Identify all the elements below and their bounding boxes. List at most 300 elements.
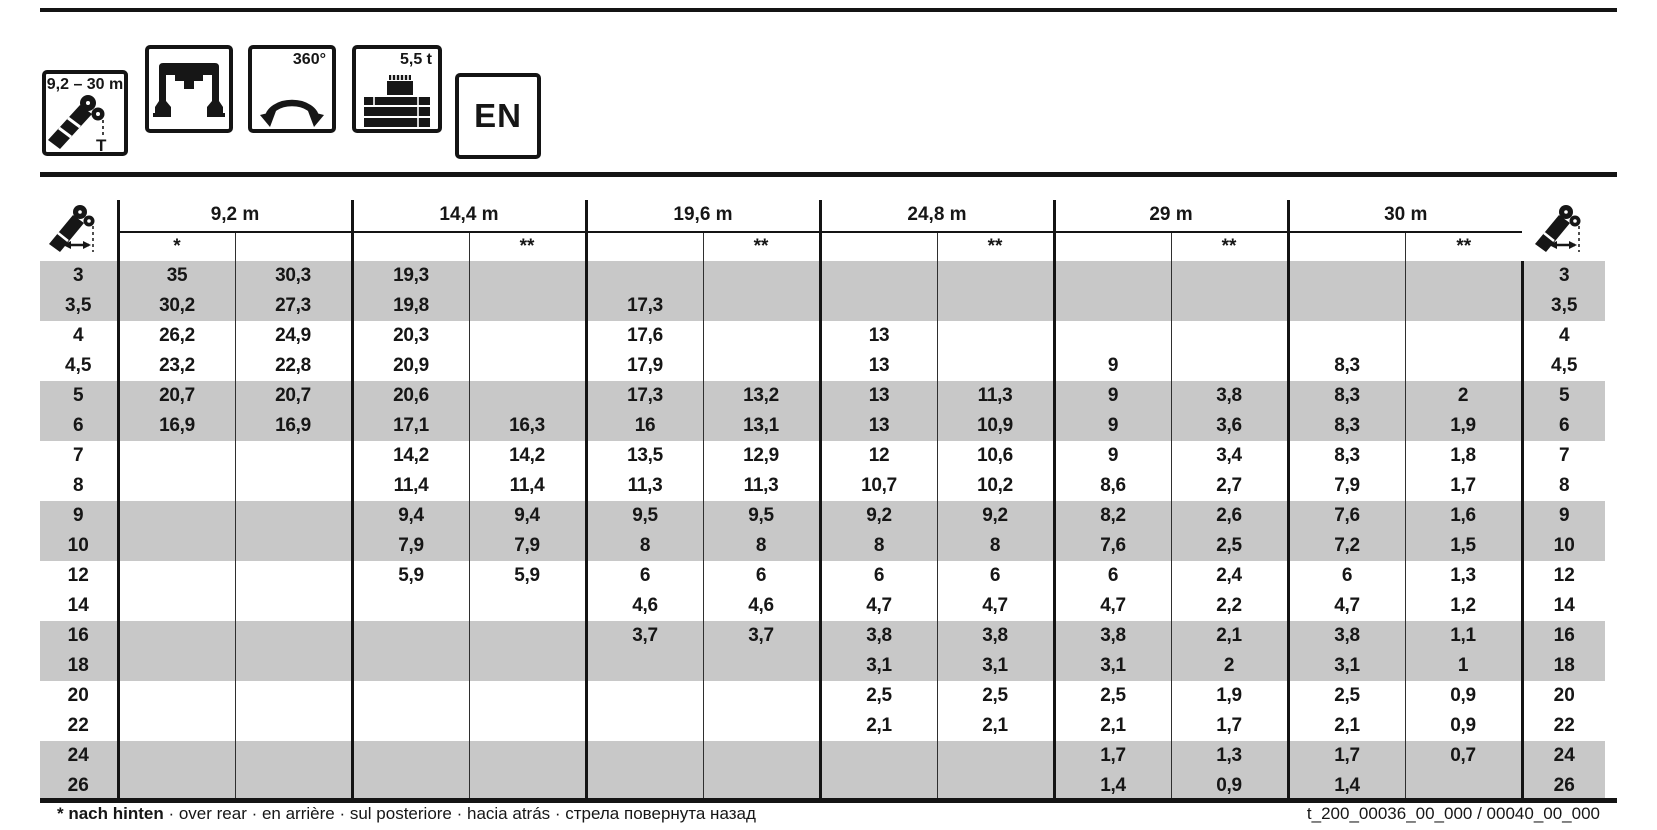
radius-cell: 4,5 bbox=[1522, 351, 1605, 381]
table-row bbox=[40, 741, 1605, 771]
radius-cell: 7 bbox=[72, 445, 84, 466]
load-value-cell: 7,2 bbox=[1288, 531, 1405, 561]
boom-range-pictogram bbox=[42, 70, 128, 156]
load-value-cell: 17,6 bbox=[586, 321, 703, 351]
load-value-cell: 2,6 bbox=[1171, 501, 1288, 531]
load-value-cell bbox=[703, 771, 820, 801]
load-value-cell: 4,7 bbox=[1288, 591, 1405, 621]
table-row bbox=[40, 261, 1605, 291]
load-value-cell: 9 bbox=[1054, 381, 1171, 411]
load-value-cell bbox=[235, 771, 352, 801]
load-value-cell bbox=[235, 591, 352, 621]
load-value-cell: 2,5 bbox=[937, 681, 1054, 711]
load-value-cell bbox=[586, 261, 703, 291]
load-value-cell bbox=[469, 351, 586, 381]
load-value-cell: 2,1 bbox=[820, 711, 937, 741]
bottom-rule bbox=[40, 798, 1617, 803]
load-value-cell: 2,1 bbox=[1288, 711, 1405, 741]
load-value-cell bbox=[352, 681, 469, 711]
table-row bbox=[40, 681, 1605, 711]
load-value-cell: 4,7 bbox=[937, 591, 1054, 621]
column-mark: ** bbox=[1405, 232, 1522, 261]
load-chart-table bbox=[40, 200, 1605, 801]
table-row bbox=[40, 321, 1605, 351]
table-row bbox=[40, 711, 1605, 741]
load-value-cell bbox=[352, 711, 469, 741]
column-mark: ** bbox=[469, 232, 586, 261]
load-value-cell bbox=[586, 771, 703, 801]
load-value-cell: 10,6 bbox=[937, 441, 1054, 471]
load-value-cell: 4,6 bbox=[586, 591, 703, 621]
load-value-cell bbox=[937, 261, 1054, 291]
boom-length-header: 19,6 m bbox=[586, 200, 820, 232]
load-value-cell: 13,1 bbox=[703, 411, 820, 441]
load-value-cell bbox=[235, 681, 352, 711]
load-value-cell: 1,7 bbox=[1405, 471, 1522, 501]
load-value-cell bbox=[118, 561, 235, 591]
load-value-cell: 3,7 bbox=[703, 621, 820, 651]
load-value-cell: 17,3 bbox=[586, 291, 703, 321]
load-value-cell: 3,4 bbox=[1171, 441, 1288, 471]
load-value-cell bbox=[820, 771, 937, 801]
load-value-cell bbox=[1171, 261, 1288, 291]
load-value-cell: 8 bbox=[586, 531, 703, 561]
load-value-cell bbox=[118, 741, 235, 771]
footnote bbox=[57, 804, 756, 824]
load-value-cell bbox=[235, 501, 352, 531]
load-value-cell: 6 bbox=[820, 561, 937, 591]
load-value-cell: 8 bbox=[937, 531, 1054, 561]
load-value-cell: 1,3 bbox=[1405, 561, 1522, 591]
load-value-cell: 16,9 bbox=[235, 411, 352, 441]
load-value-cell: 1,3 bbox=[1171, 741, 1288, 771]
load-value-cell bbox=[469, 651, 586, 681]
column-mark: ** bbox=[703, 232, 820, 261]
load-value-cell: 11,3 bbox=[703, 471, 820, 501]
counterweight-pictogram bbox=[352, 45, 442, 133]
load-value-cell: 1,9 bbox=[1171, 681, 1288, 711]
load-value-cell: 6 bbox=[1054, 561, 1171, 591]
load-value-cell: 26,2 bbox=[118, 321, 235, 351]
column-mark: ** bbox=[937, 232, 1054, 261]
load-value-cell bbox=[352, 621, 469, 651]
load-value-cell bbox=[235, 561, 352, 591]
load-value-cell: 0,9 bbox=[1405, 711, 1522, 741]
load-value-cell bbox=[118, 771, 235, 801]
load-value-cell bbox=[820, 741, 937, 771]
load-value-cell: 3,8 bbox=[820, 621, 937, 651]
load-value-cell bbox=[586, 711, 703, 741]
header-rule bbox=[40, 172, 1617, 177]
load-value-cell bbox=[937, 741, 1054, 771]
load-value-cell: 11,3 bbox=[586, 471, 703, 501]
radius-cell: 26 bbox=[1522, 771, 1605, 801]
load-value-cell bbox=[586, 651, 703, 681]
load-value-cell: 2,4 bbox=[1171, 561, 1288, 591]
load-value-cell: 12,9 bbox=[703, 441, 820, 471]
footnote-translations: · over rear · en arrière · sul posteriore · hacia atrás · стрела повернута назад bbox=[163, 804, 756, 823]
load-value-cell: 11,4 bbox=[469, 471, 586, 501]
load-value-cell: 8,2 bbox=[1054, 501, 1171, 531]
radius-cell: 8 bbox=[72, 475, 84, 496]
column-mark bbox=[820, 232, 937, 261]
load-value-cell: 4,6 bbox=[703, 591, 820, 621]
load-value-cell: 3,1 bbox=[1288, 651, 1405, 681]
load-value-cell: 20,3 bbox=[352, 321, 469, 351]
load-value-cell: 8,3 bbox=[1288, 411, 1405, 441]
boom-length-header: 24,8 m bbox=[820, 200, 1054, 232]
load-value-cell: 13,5 bbox=[586, 441, 703, 471]
load-value-cell: 8 bbox=[820, 531, 937, 561]
counterweight-label: 5,5 t bbox=[399, 51, 432, 68]
radius-cell: 10 bbox=[1522, 531, 1605, 561]
load-value-cell bbox=[703, 741, 820, 771]
radius-cell: 3,5 bbox=[40, 291, 118, 321]
load-value-cell: 13 bbox=[820, 321, 937, 351]
load-value-cell: 11,4 bbox=[352, 471, 469, 501]
rotation-pictogram bbox=[248, 45, 336, 133]
radius-cell: 12 bbox=[67, 565, 89, 586]
load-value-cell: 3,8 bbox=[937, 621, 1054, 651]
load-value-cell: 3,1 bbox=[820, 651, 937, 681]
hook-symbol: T bbox=[96, 136, 107, 152]
load-value-cell: 8,3 bbox=[1288, 441, 1405, 471]
load-value-cell: 2,5 bbox=[820, 681, 937, 711]
load-value-cell bbox=[118, 441, 235, 471]
outrigger-icon bbox=[149, 51, 229, 129]
load-value-cell bbox=[1405, 351, 1522, 381]
radius-cell: 14 bbox=[67, 595, 89, 616]
load-value-cell: 9,2 bbox=[820, 501, 937, 531]
load-value-cell bbox=[820, 261, 937, 291]
radius-cell: 4 bbox=[72, 325, 84, 346]
load-value-cell: 1,4 bbox=[1054, 771, 1171, 801]
load-value-cell bbox=[469, 381, 586, 411]
load-value-cell: 6 bbox=[1288, 561, 1405, 591]
load-value-cell bbox=[118, 591, 235, 621]
load-value-cell: 35 bbox=[118, 261, 235, 291]
table-row bbox=[40, 351, 1605, 381]
load-value-cell bbox=[469, 771, 586, 801]
load-value-cell: 3,8 bbox=[1171, 381, 1288, 411]
table-row bbox=[40, 651, 1605, 681]
load-value-cell: 6 bbox=[703, 561, 820, 591]
load-value-cell: 2 bbox=[1171, 651, 1288, 681]
load-value-cell: 9,4 bbox=[352, 501, 469, 531]
radius-cell: 3,5 bbox=[1522, 291, 1605, 321]
load-value-cell: 11,3 bbox=[937, 381, 1054, 411]
load-value-cell: 2 bbox=[1405, 381, 1522, 411]
load-value-cell: 24,9 bbox=[235, 321, 352, 351]
boom-length-header: 29 m bbox=[1054, 200, 1288, 232]
radius-cell: 5 bbox=[40, 381, 118, 411]
load-value-cell bbox=[469, 711, 586, 741]
load-value-cell bbox=[235, 651, 352, 681]
radius-cell: 18 bbox=[40, 651, 118, 681]
radius-boom-icon bbox=[45, 200, 111, 256]
column-mark bbox=[1054, 232, 1171, 261]
load-value-cell: 3,1 bbox=[937, 651, 1054, 681]
load-value-cell: 5,9 bbox=[469, 561, 586, 591]
load-value-cell bbox=[118, 711, 235, 741]
radius-cell: 20 bbox=[1522, 681, 1605, 711]
load-value-cell: 1,5 bbox=[1405, 531, 1522, 561]
load-value-cell bbox=[703, 351, 820, 381]
load-value-cell bbox=[937, 351, 1054, 381]
load-value-cell bbox=[937, 321, 1054, 351]
load-value-cell bbox=[469, 591, 586, 621]
load-value-cell: 8,3 bbox=[1288, 351, 1405, 381]
radius-boom-icon bbox=[1531, 200, 1597, 256]
radius-cell: 3 bbox=[1522, 261, 1605, 291]
load-value-cell: 2,5 bbox=[1288, 681, 1405, 711]
radius-cell: 24 bbox=[40, 741, 118, 771]
load-value-cell bbox=[1171, 321, 1288, 351]
load-value-cell bbox=[703, 291, 820, 321]
top-rule bbox=[40, 8, 1617, 12]
load-value-cell bbox=[703, 651, 820, 681]
column-mark bbox=[235, 232, 352, 261]
load-value-cell: 7,6 bbox=[1054, 531, 1171, 561]
load-value-cell: 5,9 bbox=[352, 561, 469, 591]
load-value-cell: 1,9 bbox=[1405, 411, 1522, 441]
radius-cell: 3 bbox=[40, 261, 118, 291]
load-value-cell: 10,7 bbox=[820, 471, 937, 501]
load-value-cell bbox=[118, 621, 235, 651]
radius-cell: 20 bbox=[67, 685, 89, 706]
load-value-cell bbox=[1054, 291, 1171, 321]
load-value-cell bbox=[352, 651, 469, 681]
load-value-cell bbox=[1171, 291, 1288, 321]
radius-icon-cell-left bbox=[40, 200, 118, 261]
load-value-cell bbox=[469, 621, 586, 651]
load-value-cell: 3,8 bbox=[1054, 621, 1171, 651]
load-value-cell bbox=[235, 621, 352, 651]
radius-cell: 4,5 bbox=[65, 355, 92, 376]
load-value-cell: 13 bbox=[820, 411, 937, 441]
load-value-cell bbox=[1054, 261, 1171, 291]
load-value-cell: 1 bbox=[1405, 651, 1522, 681]
radius-cell: 10 bbox=[40, 531, 118, 561]
document-id: t_200_00036_00_000 / 00040_00_000 bbox=[1306, 804, 1600, 823]
load-value-cell: 23,2 bbox=[118, 351, 235, 381]
load-value-cell: 16,9 bbox=[118, 411, 235, 441]
boom-range-label: 9,2 – 30 m bbox=[46, 76, 124, 93]
radius-cell: 9 bbox=[1522, 501, 1605, 531]
load-value-cell: 1,8 bbox=[1405, 441, 1522, 471]
load-value-cell: 1,6 bbox=[1405, 501, 1522, 531]
load-value-cell bbox=[1288, 261, 1405, 291]
load-value-cell: 2,5 bbox=[1054, 681, 1171, 711]
load-value-cell: 19,3 bbox=[352, 261, 469, 291]
load-value-cell bbox=[703, 261, 820, 291]
load-value-cell: 10,9 bbox=[937, 411, 1054, 441]
load-value-cell bbox=[469, 741, 586, 771]
load-value-cell: 2,1 bbox=[937, 711, 1054, 741]
rotation-360-icon bbox=[252, 71, 332, 129]
load-value-cell bbox=[118, 531, 235, 561]
radius-cell: 22 bbox=[1522, 711, 1605, 741]
radius-cell: 5 bbox=[1522, 381, 1605, 411]
radius-cell: 18 bbox=[1522, 651, 1605, 681]
load-value-cell bbox=[1288, 321, 1405, 351]
load-value-cell: 30,2 bbox=[118, 291, 235, 321]
radius-cell: 6 bbox=[40, 411, 118, 441]
column-mark: * bbox=[118, 232, 235, 261]
table-row bbox=[40, 471, 1605, 501]
column-mark bbox=[586, 232, 703, 261]
load-value-cell: 8 bbox=[703, 531, 820, 561]
load-value-cell bbox=[1405, 321, 1522, 351]
table-row bbox=[40, 291, 1605, 321]
boom-length-header: 30 m bbox=[1288, 200, 1522, 232]
radius-cell: 4 bbox=[1522, 321, 1605, 351]
load-value-cell bbox=[352, 771, 469, 801]
radius-cell: 6 bbox=[1522, 411, 1605, 441]
load-value-cell bbox=[235, 711, 352, 741]
radius-cell: 26 bbox=[40, 771, 118, 801]
table-row bbox=[40, 381, 1605, 411]
load-value-cell bbox=[352, 741, 469, 771]
load-value-cell bbox=[469, 261, 586, 291]
load-value-cell: 8,6 bbox=[1054, 471, 1171, 501]
load-value-cell: 14,2 bbox=[352, 441, 469, 471]
radius-cell: 12 bbox=[1522, 561, 1605, 591]
load-value-cell bbox=[1054, 321, 1171, 351]
rotation-label: 360° bbox=[292, 51, 326, 68]
load-value-cell bbox=[820, 291, 937, 321]
load-value-cell: 17,3 bbox=[586, 381, 703, 411]
load-value-cell: 13 bbox=[820, 381, 937, 411]
load-value-cell: 0,9 bbox=[1405, 681, 1522, 711]
load-value-cell: 9,2 bbox=[937, 501, 1054, 531]
column-mark: ** bbox=[1171, 232, 1288, 261]
load-value-cell bbox=[352, 591, 469, 621]
load-value-cell bbox=[1288, 291, 1405, 321]
load-value-cell bbox=[235, 531, 352, 561]
load-value-cell: 16 bbox=[586, 411, 703, 441]
load-value-cell: 13,2 bbox=[703, 381, 820, 411]
load-value-cell: 7,9 bbox=[1288, 471, 1405, 501]
load-value-cell bbox=[586, 741, 703, 771]
load-value-cell: 9,5 bbox=[703, 501, 820, 531]
load-value-cell: 8,3 bbox=[1288, 381, 1405, 411]
load-value-cell: 2,2 bbox=[1171, 591, 1288, 621]
load-value-cell: 1,2 bbox=[1405, 591, 1522, 621]
load-value-cell bbox=[235, 471, 352, 501]
load-table-body bbox=[40, 261, 1605, 801]
radius-cell: 24 bbox=[1522, 741, 1605, 771]
load-value-cell: 2,1 bbox=[1171, 621, 1288, 651]
load-value-cell bbox=[118, 651, 235, 681]
load-value-cell: 20,7 bbox=[235, 381, 352, 411]
load-value-cell: 27,3 bbox=[235, 291, 352, 321]
table-row bbox=[40, 501, 1605, 531]
load-value-cell bbox=[118, 501, 235, 531]
load-value-cell: 7,6 bbox=[1288, 501, 1405, 531]
load-value-cell bbox=[1171, 351, 1288, 381]
load-value-cell: 17,9 bbox=[586, 351, 703, 381]
load-value-cell: 9,5 bbox=[586, 501, 703, 531]
load-value-cell: 10,2 bbox=[937, 471, 1054, 501]
load-value-cell bbox=[469, 321, 586, 351]
load-value-cell: 20,9 bbox=[352, 351, 469, 381]
load-value-cell bbox=[703, 711, 820, 741]
table-row bbox=[40, 411, 1605, 441]
radius-cell: 9 bbox=[40, 501, 118, 531]
load-value-cell: 20,7 bbox=[118, 381, 235, 411]
load-value-cell: 3,6 bbox=[1171, 411, 1288, 441]
load-value-cell: 20,6 bbox=[352, 381, 469, 411]
load-value-cell: 1,4 bbox=[1288, 771, 1405, 801]
load-value-cell bbox=[703, 681, 820, 711]
load-value-cell: 4,7 bbox=[820, 591, 937, 621]
load-value-cell: 9,4 bbox=[469, 501, 586, 531]
load-value-cell bbox=[235, 441, 352, 471]
load-value-cell bbox=[469, 681, 586, 711]
radius-cell: 16 bbox=[1522, 621, 1605, 651]
table-row bbox=[40, 591, 1605, 621]
load-value-cell: 7,9 bbox=[469, 531, 586, 561]
load-value-cell: 3,1 bbox=[1054, 651, 1171, 681]
boom-length-header: 9,2 m bbox=[118, 200, 352, 232]
language-label: EN bbox=[474, 97, 522, 134]
load-value-cell: 4,7 bbox=[1054, 591, 1171, 621]
load-value-cell bbox=[118, 471, 235, 501]
footnote-bold: * nach hinten bbox=[57, 804, 164, 823]
radius-icon-cell-right bbox=[1522, 200, 1605, 261]
load-value-cell: 14,2 bbox=[469, 441, 586, 471]
load-value-cell bbox=[1405, 771, 1522, 801]
radius-cell: 16 bbox=[40, 621, 118, 651]
load-value-cell bbox=[235, 741, 352, 771]
load-value-cell: 17,1 bbox=[352, 411, 469, 441]
load-value-cell bbox=[703, 321, 820, 351]
radius-cell: 14 bbox=[1522, 591, 1605, 621]
load-value-cell: 6 bbox=[586, 561, 703, 591]
load-value-cell: 1,7 bbox=[1288, 741, 1405, 771]
load-value-cell: 22,8 bbox=[235, 351, 352, 381]
load-value-cell: 9 bbox=[1054, 441, 1171, 471]
language-pictogram bbox=[455, 73, 541, 159]
load-value-cell: 3,7 bbox=[586, 621, 703, 651]
table-row bbox=[40, 771, 1605, 801]
load-value-cell bbox=[118, 681, 235, 711]
load-value-cell: 9 bbox=[1054, 351, 1171, 381]
load-value-cell: 0,9 bbox=[1171, 771, 1288, 801]
radius-cell: 8 bbox=[1522, 471, 1605, 501]
load-value-cell: 16,3 bbox=[469, 411, 586, 441]
table-row bbox=[40, 621, 1605, 651]
load-value-cell bbox=[1405, 291, 1522, 321]
load-value-cell: 2,5 bbox=[1171, 531, 1288, 561]
load-value-cell: 9 bbox=[1054, 411, 1171, 441]
load-value-cell: 0,7 bbox=[1405, 741, 1522, 771]
counterweight-icon bbox=[356, 67, 438, 129]
radius-cell: 22 bbox=[67, 715, 89, 736]
load-value-cell bbox=[1405, 261, 1522, 291]
load-value-cell: 2,1 bbox=[1054, 711, 1171, 741]
radius-cell: 7 bbox=[1522, 441, 1605, 471]
column-mark bbox=[1288, 232, 1405, 261]
table-row bbox=[40, 561, 1605, 591]
column-mark bbox=[352, 232, 469, 261]
load-value-cell: 1,1 bbox=[1405, 621, 1522, 651]
load-value-cell: 13 bbox=[820, 351, 937, 381]
load-value-cell bbox=[937, 291, 1054, 321]
load-value-cell: 7,9 bbox=[352, 531, 469, 561]
load-value-cell: 12 bbox=[820, 441, 937, 471]
